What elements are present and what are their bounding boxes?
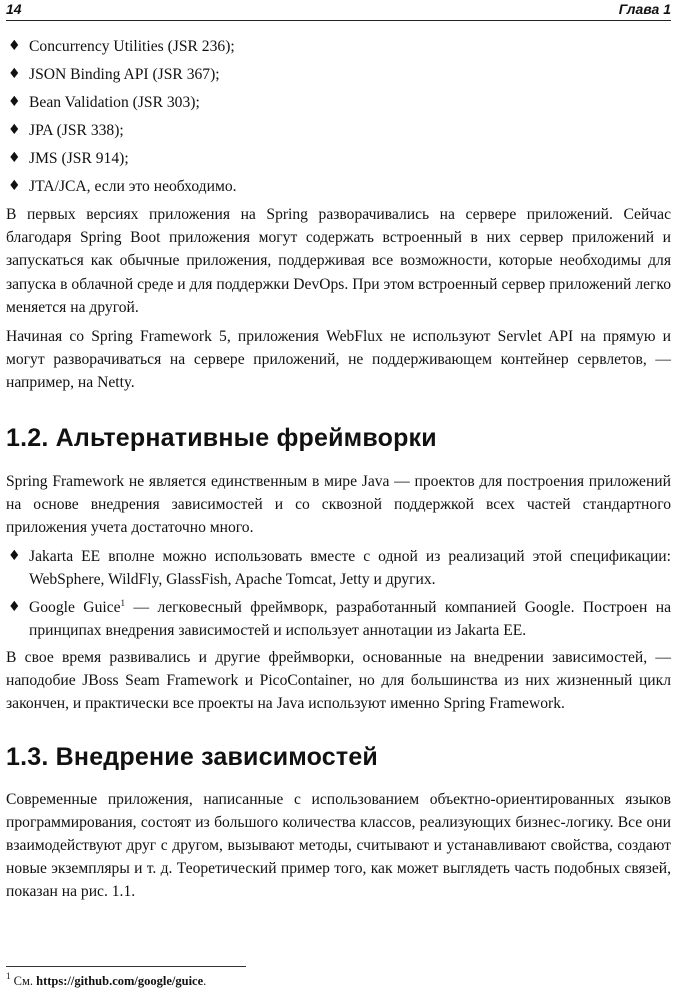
list-item: ♦ Concurrency Utilities (JSR 236); (6, 35, 671, 58)
footnote-divider (6, 966, 246, 967)
bullet-diamond-icon: ♦ (8, 66, 21, 82)
list-item: ♦ JTA/JCA, если это необходимо. (6, 175, 671, 198)
chapter-title: Глава 1 (618, 1, 671, 17)
paragraph-dependency-injection: Современные приложения, написанные с использованием объектно-ориентированных языков программирования, состоят из большого количества классов, реализующих бизнес-логику. Все они взаимодействуют друг с другом, вызывают методы, считывают и устанавливают свойства, создают новые экземпляры и т. д. Теоретический пример того, как может выглядеть часть подобных связей, показан на рис. 1.1. (6, 790, 671, 901)
alternatives-list (6, 545, 671, 642)
page-number: 14 (6, 1, 22, 17)
bullet-diamond-icon: ♦ (8, 178, 21, 194)
list-item: ♦ JMS (JSR 914); (6, 147, 671, 170)
footnote-link[interactable]: https://github.com/google/guice (36, 974, 204, 988)
bullet-diamond-icon: ♦ (8, 548, 21, 565)
paragraph-spring-boot: В первых версиях приложения на Spring разворачивались на сервере приложений. Сейчас благодаря Spring Boot приложения могут содержать встроенный в них сервер приложений и запускаться как обычные приложения, поддерживая все возможности, которые необходимы для запуска в облачной среде и для поддержки DevOps. При этом встроенный сервер приложений легко меняется на другой. (6, 206, 671, 316)
bullet-diamond-icon: ♦ (8, 38, 21, 54)
google-guice-name: Google Guice (29, 598, 121, 616)
paragraph-other-frameworks: В свое время развивались и другие фреймворки, основанные на внедрении зависимостей, — наподобие JBoss Seam Framework и PicoContainer, но для большинства из них жизненный цикл закончен, и практически все проекты на Java используют именно Spring Framework. (6, 649, 671, 713)
bullet-diamond-icon: ♦ (8, 94, 21, 110)
footnote: $^1$ См. https://github.com/google/guice. (6, 971, 207, 988)
list-item: ♦ JSON Binding API (JSR 367); (6, 63, 671, 86)
google-guice-item-text: — легковесный фреймворк, разработанный компанией Google. Построен на принципах внедрения зависимостей и использует аннотации из Jakarta EE. (29, 598, 671, 639)
section-heading-alternative-frameworks: 1.2. Альтернативные фреймворки (6, 423, 437, 452)
paragraph-webflux: Начиная со Spring Framework 5, приложения WebFlux не используют Servlet API на прямую и могут разворачиваться на сервере приложений, не поддерживающем контейнер сервлетов, — например, на Netty. (6, 328, 671, 392)
list-item (6, 545, 671, 591)
footnote-number: 1 (6, 971, 11, 981)
paragraph-alternatives-intro: Spring Framework не является единственным в мире Java — проектов для построения приложений на основе внедрения зависимостей и со сквозной поддержкой всех частей стандартного приложения учета достаточно много. (6, 472, 671, 537)
list-item: ♦ Bean Validation (JSR 303); (6, 91, 671, 114)
list-item: ♦ JPA (JSR 338); (6, 119, 671, 142)
bullet-diamond-icon: ♦ (8, 150, 21, 166)
list-item (6, 596, 671, 642)
footnote-marker[interactable]: 1 (120, 597, 126, 608)
bullet-diamond-icon: ♦ (8, 598, 21, 615)
page-body (6, 35, 671, 910)
running-head (6, 0, 671, 21)
bullet-diamond-icon: ♦ (8, 122, 21, 138)
section-heading-dependency-injection: 1.3. Внедрение зависимостей (6, 742, 379, 771)
jakarta-spec-list (6, 35, 671, 198)
jakarta-ee-item-text: Jakarta EE вполне можно использовать вместе с одной из реализаций этой спецификации: WebSphere, WildFly, GlassFish, Apache Tomcat, Jetty и других. (29, 548, 671, 589)
